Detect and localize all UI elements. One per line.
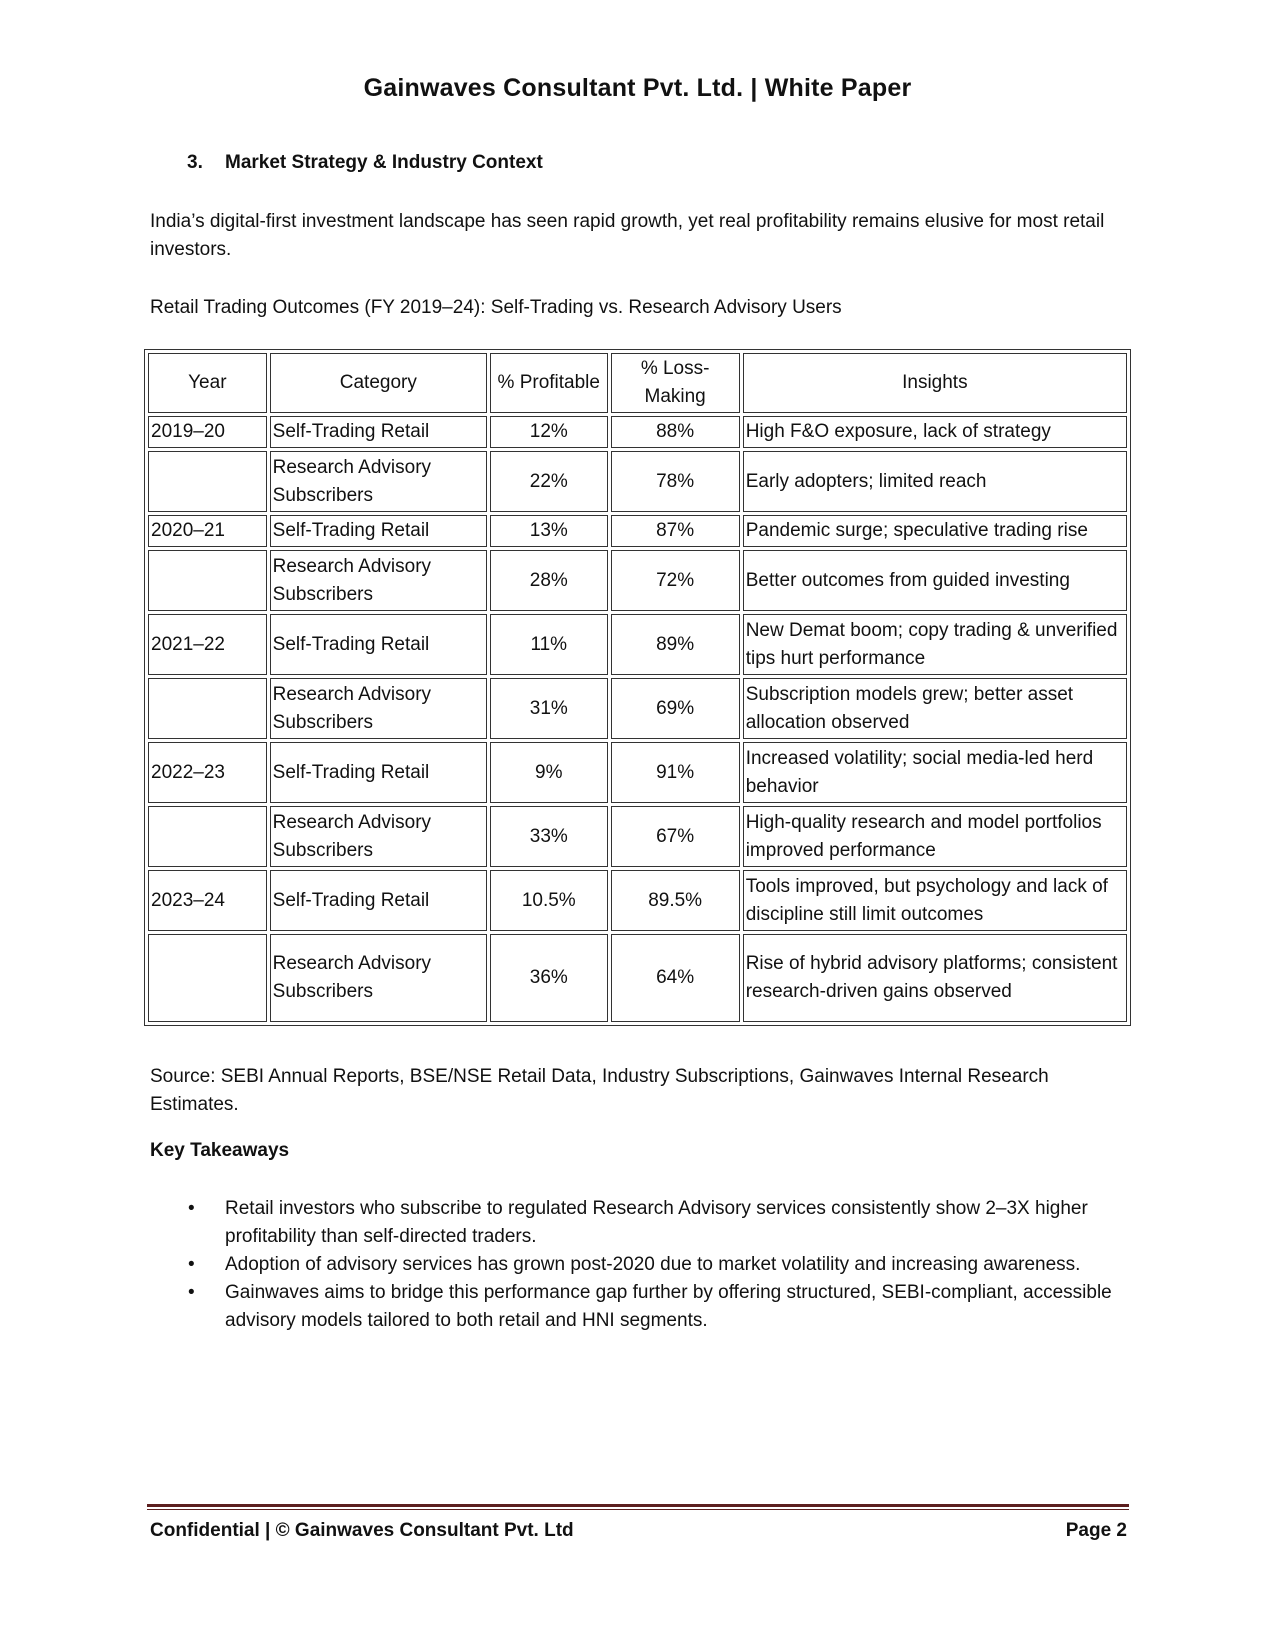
cell-year <box>148 550 267 611</box>
table-row <box>148 934 1127 1022</box>
table-caption: Retail Trading Outcomes (FY 2019–24): Self-Trading vs. Research Advisory Users <box>150 297 842 318</box>
cell-insights: Rise of hybrid advisory platforms; consistent research-driven gains observed <box>743 934 1127 1022</box>
cell-category: Research Advisory Subscribers <box>270 806 487 867</box>
source-note: Source: SEBI Annual Reports, BSE/NSE Retail Data, Industry Subscriptions, Gainwaves Internal Research Estimates. <box>150 1066 1049 1115</box>
table-header-row <box>148 353 1127 413</box>
header-insights: Insights <box>743 353 1127 413</box>
cell-year: 2023–24 <box>148 870 267 931</box>
cell-loss-making: 69% <box>611 678 740 739</box>
cell-category: Self-Trading Retail <box>270 614 487 675</box>
cell-insights: Tools improved, but psychology and lack of discipline still limit outcomes <box>743 870 1127 931</box>
page-header-title: Gainwaves Consultant Pvt. Ltd. | White Paper <box>363 74 912 102</box>
cell-profitable: 33% <box>490 806 608 867</box>
table-row <box>148 515 1127 547</box>
key-takeaways-heading: Key Takeaways <box>150 1140 290 1161</box>
takeaway-text: Retail investors who subscribe to regulated Research Advisory services consistently show 2–3X higher profitability than self-directed traders. <box>225 1198 1088 1247</box>
cell-loss-making: 89.5% <box>611 870 740 931</box>
outcomes-table <box>144 349 1131 1026</box>
cell-year: 2020–21 <box>148 515 267 547</box>
table-row <box>148 806 1127 867</box>
table-row <box>148 614 1127 675</box>
cell-loss-making: 64% <box>611 934 740 1022</box>
header-loss-making: % Loss-Making <box>611 353 740 413</box>
cell-category: Research Advisory Subscribers <box>270 451 487 512</box>
cell-year: 2022–23 <box>148 742 267 803</box>
cell-profitable: 9% <box>490 742 608 803</box>
cell-profitable: 12% <box>490 416 608 448</box>
table-row <box>148 550 1127 611</box>
section-number: 3. <box>187 152 203 173</box>
section-title: Market Strategy & Industry Context <box>225 152 543 173</box>
cell-category: Research Advisory Subscribers <box>270 934 487 1022</box>
bullet-icon: • <box>188 1282 195 1303</box>
table-row <box>148 416 1127 448</box>
bullet-icon: • <box>188 1254 195 1275</box>
cell-profitable: 10.5% <box>490 870 608 931</box>
takeaway-text: Gainwaves aims to bridge this performance gap further by offering structured, SEBI-compliant, accessible advisory models tailored to both retail and HNI segments. <box>225 1282 1112 1331</box>
table-row <box>148 870 1127 931</box>
cell-year <box>148 806 267 867</box>
cell-loss-making: 72% <box>611 550 740 611</box>
cell-category: Self-Trading Retail <box>270 515 487 547</box>
cell-category: Self-Trading Retail <box>270 416 487 448</box>
cell-year <box>148 451 267 512</box>
cell-loss-making: 78% <box>611 451 740 512</box>
cell-loss-making: 88% <box>611 416 740 448</box>
cell-insights: New Demat boom; copy trading & unverified tips hurt performance <box>743 614 1127 675</box>
cell-category: Self-Trading Retail <box>270 742 487 803</box>
cell-insights: Increased volatility; social media-led herd behavior <box>743 742 1127 803</box>
cell-profitable: 11% <box>490 614 608 675</box>
list-item <box>150 1195 1125 1251</box>
cell-insights: Early adopters; limited reach <box>743 451 1127 512</box>
cell-profitable: 13% <box>490 515 608 547</box>
footer-confidential: Confidential | © Gainwaves Consultant Pvt. Ltd <box>150 1520 574 1541</box>
footer-page-number: Page 2 <box>1065 1520 1127 1541</box>
footer-divider-thin <box>147 1509 1129 1510</box>
list-item <box>150 1279 1125 1335</box>
cell-insights: Subscription models grew; better asset allocation observed <box>743 678 1127 739</box>
list-item <box>150 1251 1125 1279</box>
header-category: Category <box>270 353 487 413</box>
cell-year: 2021–22 <box>148 614 267 675</box>
cell-category: Self-Trading Retail <box>270 870 487 931</box>
cell-loss-making: 91% <box>611 742 740 803</box>
cell-category: Research Advisory Subscribers <box>270 678 487 739</box>
cell-year <box>148 934 267 1022</box>
cell-insights: High F&O exposure, lack of strategy <box>743 416 1127 448</box>
bullet-icon: • <box>188 1198 195 1219</box>
cell-loss-making: 67% <box>611 806 740 867</box>
takeaway-text: Adoption of advisory services has grown post-2020 due to market volatility and increasing awareness. <box>225 1254 1081 1275</box>
cell-insights: High-quality research and model portfolios improved performance <box>743 806 1127 867</box>
cell-loss-making: 89% <box>611 614 740 675</box>
cell-loss-making: 87% <box>611 515 740 547</box>
cell-profitable: 31% <box>490 678 608 739</box>
cell-profitable: 28% <box>490 550 608 611</box>
cell-category: Research Advisory Subscribers <box>270 550 487 611</box>
key-takeaways-list <box>150 1195 1125 1335</box>
table-row <box>148 451 1127 512</box>
intro-paragraph: India’s digital-first investment landscape has seen rapid growth, yet real profitability remains elusive for most retail investors. <box>150 211 1105 260</box>
cell-year <box>148 678 267 739</box>
table-row <box>148 742 1127 803</box>
cell-profitable: 22% <box>490 451 608 512</box>
header-profitable: % Profitable <box>490 353 608 413</box>
header-year: Year <box>148 353 267 413</box>
footer-divider <box>147 1504 1129 1507</box>
table-row <box>148 678 1127 739</box>
cell-insights: Pandemic surge; speculative trading rise <box>743 515 1127 547</box>
cell-insights: Better outcomes from guided investing <box>743 550 1127 611</box>
cell-profitable: 36% <box>490 934 608 1022</box>
cell-year: 2019–20 <box>148 416 267 448</box>
section-heading <box>187 152 543 174</box>
